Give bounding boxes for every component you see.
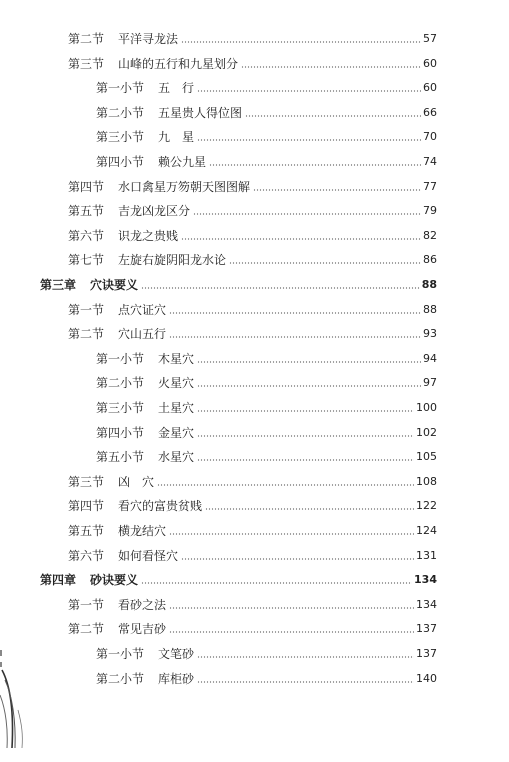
toc-entry-number: 第三章 [40, 278, 77, 292]
toc-subsection-row [96, 126, 437, 144]
toc-entry-title: 凶 穴 [118, 474, 155, 489]
toc-section-row [68, 618, 437, 636]
toc-entry-title: 山峰的五行和九星划分 [118, 56, 239, 71]
toc-entry-number: 第一小节 [96, 81, 145, 96]
dot-leader [181, 558, 414, 560]
toc-subsection-row [96, 643, 437, 661]
toc-entry-title: 吉龙凶龙区分 [118, 204, 191, 219]
toc-subsection-row [96, 422, 437, 440]
dot-leader [169, 607, 414, 609]
toc-entry-title: 五星贵人得位图 [158, 105, 243, 120]
dot-leader [245, 115, 421, 117]
toc-page-number: 124 [416, 524, 437, 537]
toc-page-number: 74 [423, 155, 437, 168]
toc-entry-title: 五 行 [158, 81, 195, 96]
toc-entry-number: 第四章 [40, 573, 77, 588]
toc-page-number: 108 [416, 474, 437, 488]
toc-entry-number: 第四小节 [96, 425, 145, 440]
dot-leader [253, 189, 421, 191]
dot-leader [141, 582, 412, 584]
toc-page-number: 86 [423, 253, 437, 267]
toc-page-number: 66 [423, 105, 437, 119]
toc-page-number: 137 [416, 647, 437, 660]
toc-page-number: 70 [423, 130, 437, 144]
toc-section-row [68, 249, 437, 267]
toc-page-number: 93 [423, 327, 437, 341]
toc-entry-number: 第二小节 [96, 376, 145, 391]
toc-entry-title: 左旋右旋阴阳龙水论 [118, 253, 227, 268]
toc-entry-title: 砂诀要义 [90, 573, 139, 588]
toc-entry-title: 赖公九星 [158, 155, 207, 169]
dot-leader [197, 410, 414, 412]
toc-entry-title: 水口禽星万笏朝天图图解 [118, 179, 251, 194]
dot-leader [193, 213, 421, 215]
toc-page-number: 97 [423, 376, 437, 390]
toc-entry-number: 第三节 [68, 56, 105, 71]
toc-entry-title: 点穴证穴 [118, 302, 167, 317]
toc-page-number: 88 [423, 302, 437, 316]
toc-section-row [68, 299, 437, 317]
toc-subsection-row [96, 348, 437, 366]
toc-section-row [68, 594, 437, 612]
toc-entry-number: 第六节 [68, 228, 105, 243]
toc-entry-number: 第一小节 [96, 351, 145, 366]
toc-entry-number: 第四节 [68, 499, 105, 514]
dot-leader [197, 139, 421, 141]
dot-leader [209, 164, 421, 166]
toc-subsection-row [96, 446, 437, 464]
dot-leader [197, 681, 414, 683]
dot-leader [169, 631, 414, 633]
toc-entry-number: 第四小节 [96, 155, 145, 169]
toc-entry-title: 金星穴 [158, 425, 195, 440]
toc-page-number: 102 [416, 425, 437, 439]
dot-leader [169, 336, 421, 338]
toc-section-row [68, 471, 437, 489]
toc-subsection-row [96, 151, 437, 169]
toc-entry-title: 火星穴 [158, 376, 195, 391]
toc-page-number: 77 [423, 179, 437, 193]
toc-entry-number: 第一节 [68, 597, 105, 612]
dot-leader [229, 262, 421, 264]
dot-leader [181, 41, 421, 43]
toc-subsection-row [96, 77, 437, 95]
toc-page-number: 60 [423, 81, 437, 95]
toc-subsection-row [96, 397, 437, 415]
toc-entry-title: 木星穴 [158, 351, 195, 366]
toc-page-number: 137 [416, 622, 437, 636]
toc-entry-number: 第一节 [68, 302, 105, 317]
toc-entry-title: 看砂之法 [118, 597, 167, 612]
toc-entry-number: 第三小节 [96, 401, 145, 415]
toc-entry-title: 横龙结穴 [118, 524, 167, 538]
toc-page-number: 134 [416, 597, 437, 611]
toc-entry-number: 第二节 [68, 327, 105, 342]
dot-leader [241, 66, 421, 68]
dot-leader [141, 287, 420, 289]
toc-entry-title: 平洋寻龙法 [118, 32, 179, 46]
toc-entry-title: 看穴的富贵贫贱 [118, 499, 203, 514]
toc-entry-number: 第五小节 [96, 450, 145, 465]
dot-leader [169, 312, 421, 314]
toc-entry-title: 水星穴 [158, 450, 195, 465]
toc-subsection-row [96, 372, 437, 390]
dot-leader [169, 533, 414, 535]
toc-section-row [68, 323, 437, 341]
dot-leader [197, 90, 421, 92]
dot-leader [197, 361, 421, 363]
toc-entry-title: 如何看怪穴 [118, 548, 179, 563]
toc-section-row [68, 545, 437, 563]
toc-page-number: 57 [423, 32, 437, 45]
toc-page-number: 60 [423, 56, 437, 70]
toc-entry-title: 土星穴 [158, 401, 195, 415]
toc-entry-title: 识龙之贵贱 [118, 228, 179, 243]
toc-entry-number: 第二节 [68, 32, 105, 46]
toc-page-number: 100 [416, 401, 437, 414]
toc-entry-number: 第一小节 [96, 647, 145, 661]
dot-leader [181, 238, 421, 240]
dot-leader [197, 385, 421, 387]
toc-chapter-row [40, 569, 437, 587]
toc-section-row [68, 495, 437, 513]
toc-entry-title: 九 星 [158, 130, 195, 145]
toc-page-number: 131 [416, 548, 437, 562]
page-edge-shadow [0, 640, 26, 750]
toc-section-row [68, 53, 437, 71]
dot-leader [205, 508, 414, 510]
toc-section-row [68, 225, 437, 243]
toc-entry-number: 第五节 [68, 204, 105, 219]
toc-page-number: 122 [416, 499, 437, 513]
toc-entry-number: 第三小节 [96, 130, 145, 145]
toc-page-number: 79 [423, 204, 437, 218]
toc-page-number: 88 [421, 278, 437, 291]
toc-subsection-row [96, 102, 437, 120]
dot-leader [157, 484, 414, 486]
dot-leader [197, 435, 414, 437]
dot-leader [197, 459, 414, 461]
toc-entry-title: 文笔砂 [158, 647, 195, 661]
toc-entry-number: 第二小节 [96, 671, 145, 686]
dot-leader [197, 656, 414, 658]
toc-section-row [68, 520, 437, 538]
toc-entry-number: 第二小节 [96, 105, 145, 120]
toc-entry-number: 第七节 [68, 253, 105, 268]
toc-entry-number: 第四节 [68, 179, 105, 194]
toc-entry-title: 穴诀要义 [90, 278, 139, 292]
toc-entry-number: 第六节 [68, 548, 105, 563]
toc-section-row [68, 200, 437, 218]
toc-subsection-row [96, 668, 437, 686]
toc-chapter-row [40, 274, 437, 292]
toc-section-row [68, 28, 437, 46]
toc-page-number: 105 [416, 450, 437, 464]
toc-section-row [68, 176, 437, 194]
toc-entry-title: 穴山五行 [118, 327, 167, 342]
toc-entry-title: 库柜砂 [158, 671, 195, 686]
toc-page-number: 82 [423, 228, 437, 242]
toc-entry-number: 第三节 [68, 474, 105, 489]
toc-page-number: 134 [414, 573, 437, 587]
toc-entry-number: 第二节 [68, 622, 105, 637]
toc-page-number: 140 [416, 671, 437, 685]
toc-entry-title: 常见吉砂 [118, 622, 167, 637]
toc-page-number: 94 [423, 351, 437, 365]
toc-entry-number: 第五节 [68, 524, 105, 538]
